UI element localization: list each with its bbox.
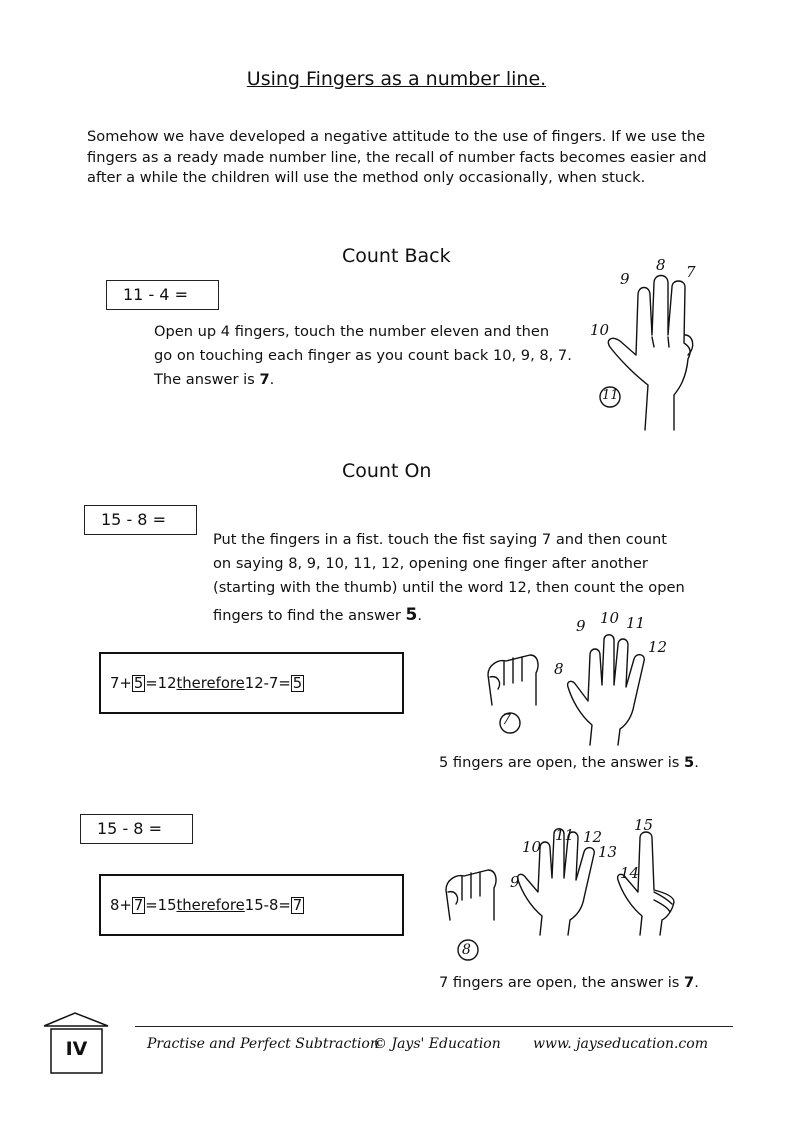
example3-equation-box: 15 - 8 = — [80, 814, 193, 844]
hand1-label-11: 11 — [602, 388, 619, 403]
answer-square-2: 5 — [292, 674, 303, 692]
example3-caption: 7 fingers are open, the answer is 7. — [439, 974, 699, 991]
fist2-label-8: 8 — [462, 942, 471, 958]
hand3-label-11: 11 — [555, 826, 575, 844]
footer-book-title: Practise and Perfect Subtraction — [147, 1036, 379, 1052]
hand1-label-9: 9 — [620, 270, 630, 288]
open-hand-count-back-illustration — [590, 255, 765, 440]
count-on-line-2: on saying 8, 9, 10, 11, 12, opening one finger after another — [213, 555, 648, 572]
count-on-heading: Count On — [342, 460, 432, 482]
answer-square-3: 7 — [133, 896, 144, 914]
page-title: Using Fingers as a number line. — [246, 68, 547, 90]
hand2-label-10: 10 — [600, 609, 620, 627]
answer-square-4: 7 — [292, 896, 303, 914]
answer-square-1: 5 — [133, 674, 144, 692]
count-on-line-1: Put the fingers in a fist. touch the fist saying 7 and then count — [213, 531, 667, 548]
equation-box-example3: 8 + 7 = 15 therefore 15 - 8 = 7 — [99, 874, 404, 936]
fist1-label-7: 7 — [502, 712, 511, 728]
count-on-equation-box: 15 - 8 = — [84, 505, 197, 535]
hand2-label-11: 11 — [626, 614, 646, 632]
footer-divider — [135, 1026, 733, 1027]
hand3-label-13: 13 — [598, 843, 618, 861]
count-on-instructions — [213, 528, 713, 628]
hand1-label-7: 7 — [686, 263, 696, 281]
count-back-heading: Count Back — [342, 245, 451, 267]
count-back-answer: 7 — [259, 371, 270, 388]
hand2-label-8: 8 — [554, 660, 564, 678]
page-number: IV — [65, 1038, 88, 1060]
count-back-line-1: Open up 4 fingers, touch the number eleven and then — [154, 323, 550, 340]
count-back-equation-box: 11 - 4 = — [106, 280, 219, 310]
count-back-line-2: go on touching each finger as you count back 10, 9, 8, 7. — [154, 347, 572, 364]
fist-and-two-hands-illustration — [440, 820, 710, 965]
hand4-label-15: 15 — [634, 816, 654, 834]
hand2-label-12: 12 — [648, 638, 668, 656]
footer-copyright: © Jays' Education — [373, 1036, 501, 1052]
equation-box-count-on: 7 + 5 = 12 therefore 12 - 7 = 5 — [99, 652, 404, 714]
count-back-instructions — [154, 320, 594, 392]
count-back-line-3: The answer is 7. — [154, 371, 275, 388]
hand1-label-10: 10 — [590, 321, 610, 339]
intro-paragraph: Somehow we have developed a negative attitude to the use of fingers. If we use the fingers as a ready made number line, the recall of number facts becomes easier and after a while the children will use the method only occasionally, when stuck. — [87, 128, 707, 186]
count-on-answer: 5 — [405, 605, 418, 625]
hand3-label-10: 10 — [522, 838, 542, 856]
footer-website: www. jayseducation.com — [533, 1036, 708, 1052]
count-on-line-3: (starting with the thumb) until the word 12, then count the open — [213, 579, 685, 596]
hand3-label-12: 12 — [583, 828, 603, 846]
hand2-label-9: 9 — [576, 617, 586, 635]
hand3-label-9: 9 — [510, 873, 520, 891]
count-on-line-4: fingers to find the answer 5. — [213, 605, 422, 625]
hand1-label-8: 8 — [656, 256, 666, 274]
count-on-caption: 5 fingers are open, the answer is 5. — [439, 754, 699, 771]
hand4-label-14: 14 — [620, 864, 640, 882]
